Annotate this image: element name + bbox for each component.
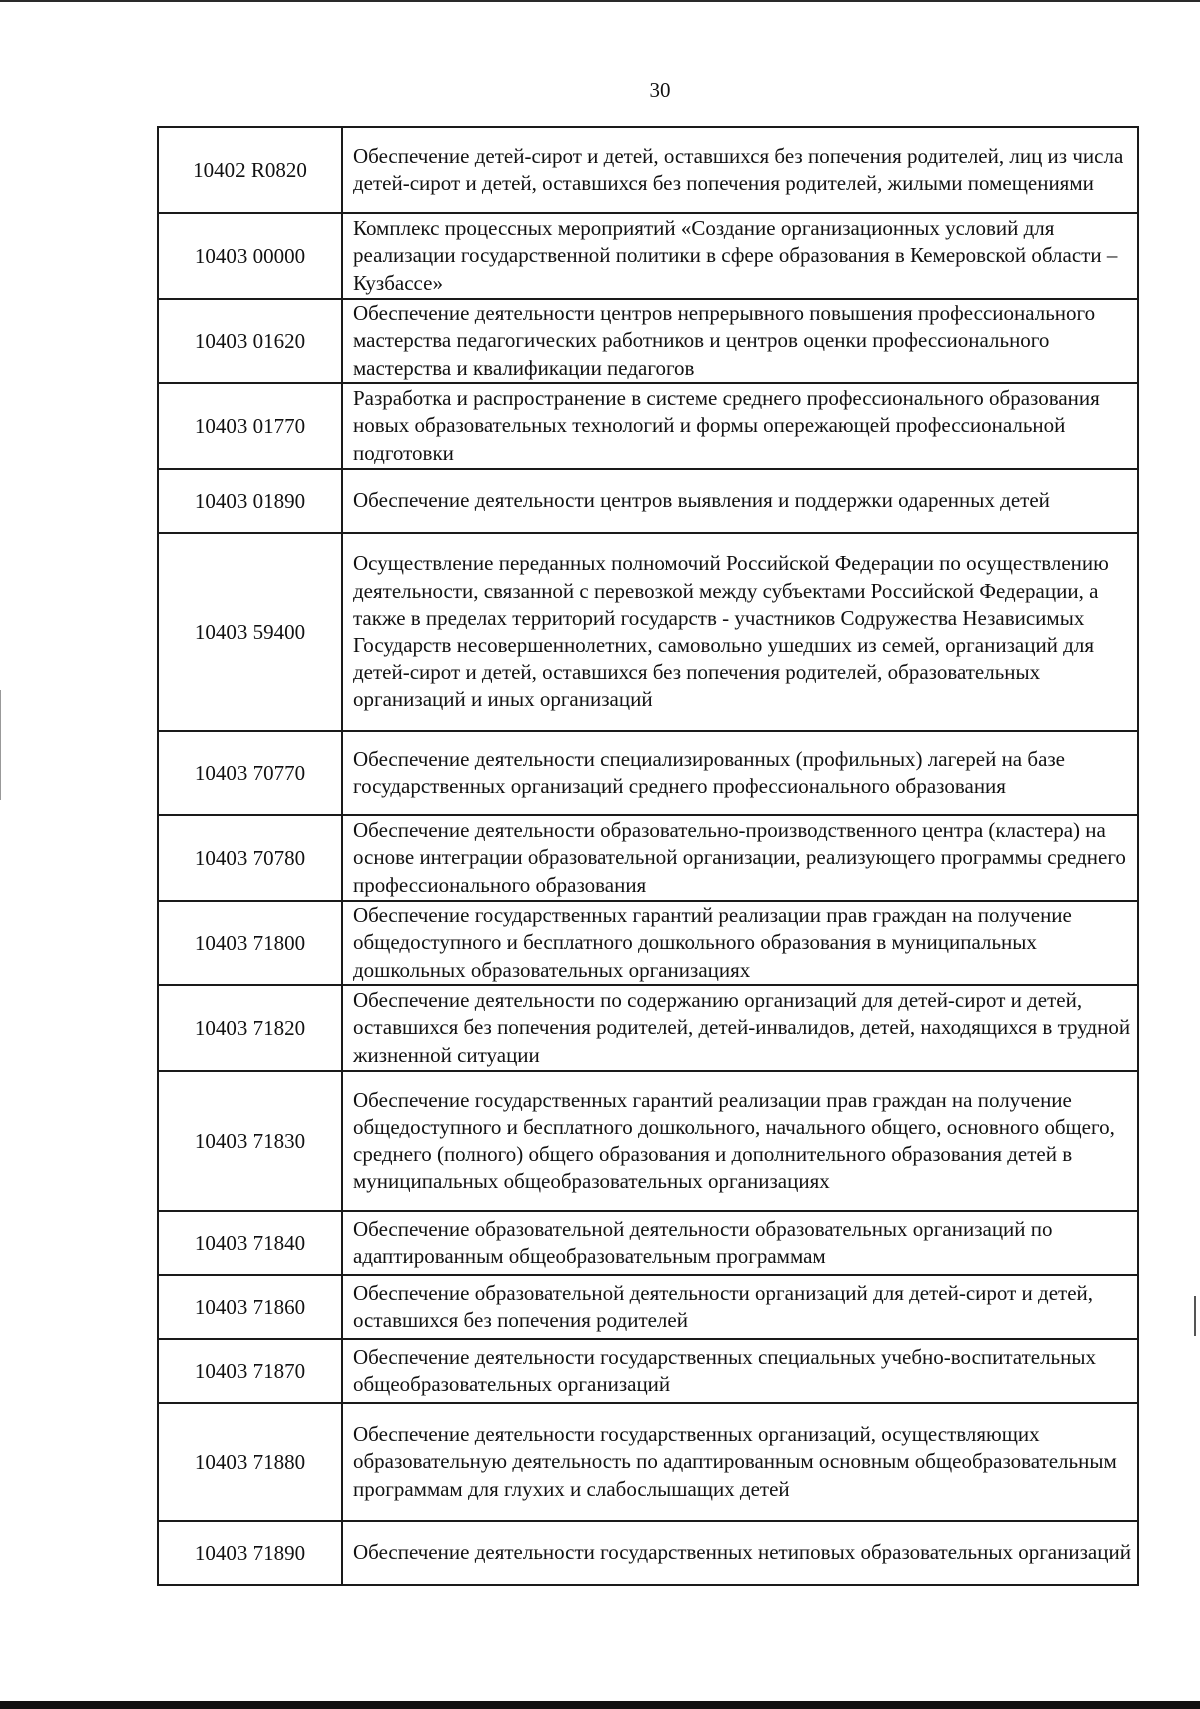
description-cell: Обеспечение деятельности государственных нетиповых образовательных организаций <box>342 1521 1138 1585</box>
budget-code-cell: 10403 01770 <box>158 383 342 469</box>
table-row <box>158 1071 1138 1211</box>
budget-code-cell: 10402 R0820 <box>158 127 342 213</box>
budget-code-cell: 10403 70770 <box>158 731 342 815</box>
description-cell: Обеспечение деятельности по содержанию организаций для детей-сирот и детей, оставшихся без попечения родителей, детей-инвалидов, детей, находящихся в трудной жизненной ситуации <box>342 985 1138 1071</box>
budget-code-cell: 10403 71840 <box>158 1211 342 1275</box>
description-cell: Обеспечение образовательной деятельности образовательных организаций по адаптированным общеобразовательным программам <box>342 1211 1138 1275</box>
table-row <box>158 815 1138 901</box>
scan-artifact <box>0 690 1 800</box>
table-row <box>158 469 1138 533</box>
description-cell: Обеспечение деятельности государственных организаций, осуществляющих образовательную деятельность по адаптированным основным общеобразовательным программам для глухих и слабослышащих детей <box>342 1403 1138 1521</box>
budget-code-cell: 10403 71870 <box>158 1339 342 1403</box>
scan-bottom-edge <box>0 1701 1200 1709</box>
budget-code-table <box>157 126 1139 1586</box>
table-row <box>158 213 1138 299</box>
page-number: 30 <box>649 78 671 102</box>
description-cell: Обеспечение образовательной деятельности организаций для детей-сирот и детей, оставшихся без попечения родителей <box>342 1275 1138 1339</box>
table-row <box>158 985 1138 1071</box>
table-row <box>158 1211 1138 1275</box>
description-cell: Осуществление переданных полномочий Российской Федерации по осуществлению деятельности, связанной с перевозкой между субъектами Российской Федерации, а также в пределах территорий государств - участников Содружества Независимых Государств несовершеннолетних, самовольно ушедших из семей, организаций для детей-сирот и детей, оставшихся без попечения родителей, образовательных организаций и иных организаций <box>342 533 1138 731</box>
table-row <box>158 299 1138 383</box>
description-cell: Обеспечение детей-сирот и детей, оставшихся без попечения родителей, лиц из числа детей-сирот и детей, оставшихся без попечения родителей, жилыми помещениями <box>342 127 1138 213</box>
table-row <box>158 1403 1138 1521</box>
description-cell: Обеспечение деятельности специализированных (профильных) лагерей на базе государственных организаций среднего профессионального образования <box>342 731 1138 815</box>
budget-code-cell: 10403 71800 <box>158 901 342 985</box>
description-cell: Обеспечение деятельности центров выявления и поддержки одаренных детей <box>342 469 1138 533</box>
budget-code-cell: 10403 01620 <box>158 299 342 383</box>
table-row <box>158 127 1138 213</box>
description-cell: Комплекс процессных мероприятий «Создание организационных условий для реализации государственной политики в сфере образования в Кемеровской области – Кузбассе» <box>342 213 1138 299</box>
description-cell: Разработка и распространение в системе среднего профессионального образования новых образовательных технологий и формы опережающей профессиональной подготовки <box>342 383 1138 469</box>
description-cell: Обеспечение деятельности образовательно-производственного центра (кластера) на основе интеграции образовательной организации, реализующего программы среднего профессионального образования <box>342 815 1138 901</box>
description-cell: Обеспечение государственных гарантий реализации прав граждан на получение общедоступного и бесплатного дошкольного, начального общего, основного общего, среднего (полного) общего образования и дополнительного образования детей в муниципальных общеобразовательных организациях <box>342 1071 1138 1211</box>
table-row <box>158 533 1138 731</box>
budget-code-cell: 10403 00000 <box>158 213 342 299</box>
budget-code-cell: 10403 71860 <box>158 1275 342 1339</box>
scan-top-edge <box>0 0 1200 2</box>
scan-artifact <box>1194 1296 1196 1336</box>
budget-code-cell: 10403 01890 <box>158 469 342 533</box>
table-row <box>158 1339 1138 1403</box>
table-row <box>158 1521 1138 1585</box>
budget-code-cell: 10403 71820 <box>158 985 342 1071</box>
description-cell: Обеспечение деятельности государственных специальных учебно-воспитательных общеобразовательных организаций <box>342 1339 1138 1403</box>
budget-code-cell: 10403 59400 <box>158 533 342 731</box>
table-body <box>158 127 1138 1585</box>
table-row <box>158 1275 1138 1339</box>
budget-code-cell: 10403 71830 <box>158 1071 342 1211</box>
budget-code-cell: 10403 70780 <box>158 815 342 901</box>
description-cell: Обеспечение государственных гарантий реализации прав граждан на получение общедоступного и бесплатного дошкольного образования в муниципальных дошкольных образовательных организациях <box>342 901 1138 985</box>
table-row <box>158 731 1138 815</box>
budget-code-cell: 10403 71890 <box>158 1521 342 1585</box>
table-row <box>158 901 1138 985</box>
budget-code-cell: 10403 71880 <box>158 1403 342 1521</box>
description-cell: Обеспечение деятельности центров непрерывного повышения профессионального мастерства педагогических работников и центров оценки профессионального мастерства и квалификации педагогов <box>342 299 1138 383</box>
table-row <box>158 383 1138 469</box>
